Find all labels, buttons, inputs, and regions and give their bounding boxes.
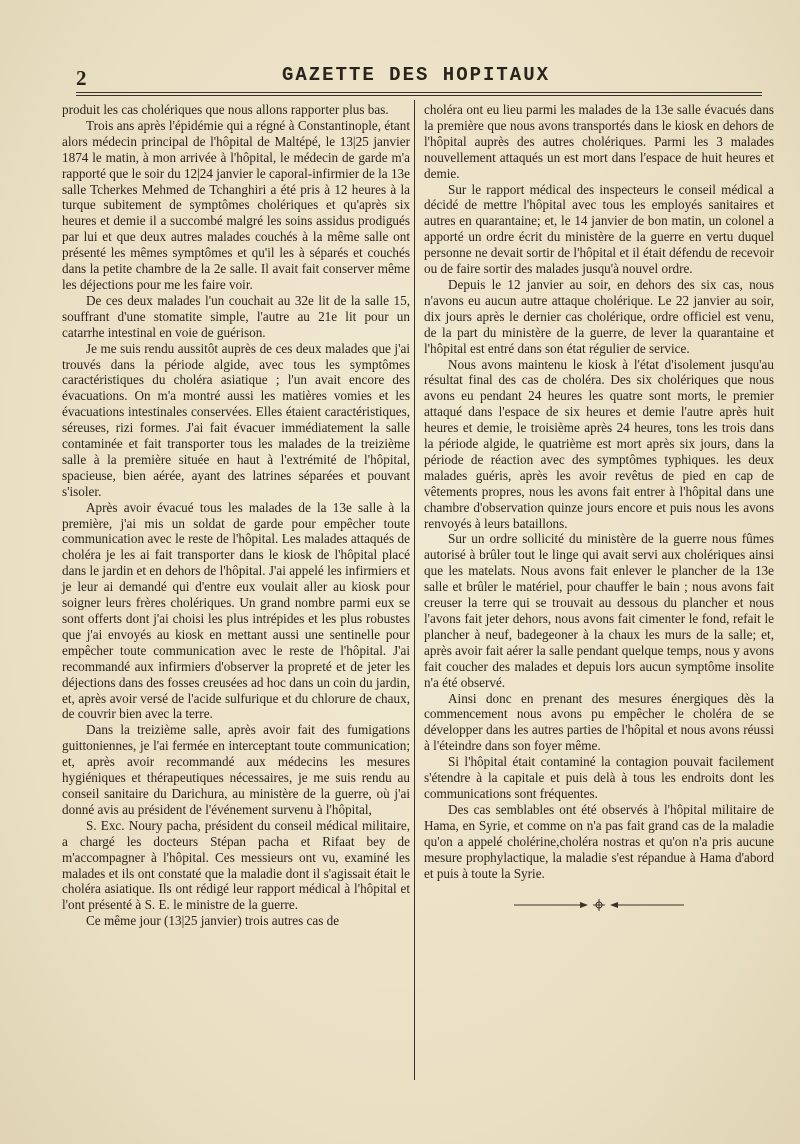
page-header [70,60,762,94]
right-column [424,102,774,911]
paragraph: Sur un ordre sollicité du ministère de la guerre nous fûmes autorisé à brûler tout le linge qui avait servi aux cholériques ainsi que les matelats. Nous avons fait enlever le plancher de la 13e salle et brûler le matériel, pour chauffer le bain ; nous avons fait creuser la terre qui se trouvait au dessous du plancher et nous l'avons fait jeter dehors, nous avons fait cimenter le fond, refait le plancher à neuf, badegeoner à la chaux les murs de la salle; et, après avoir fait aérer la salle pendant quelque temps, nous y avons fait coucher des malades et depuis lors aucun symptôme insolite n'a été observé. [424,531,774,690]
paragraph: produit les cas cholériques que nous allons rapporter plus bas. [62,102,389,117]
paragraph: Dans la treizième salle, après avoir fait des fumigations guittoniennes, je l'ai fermée en interceptant toute communication; et, après avoir recommandé aux médecins les mesures hygiéniques et thérapeutiques nécessaires, je me suis rendu au conseil sanitaire du Darichura, au ministère de la guerre, où j'ai donné avis au président de l'événement survenu à l'hôpital, [62,722,410,817]
paragraph: De ces deux malades l'un couchait au 32e lit de la salle 15, souffrant d'une stomatite simple, l'autre au 21e lit pour un catarrhe intestinal en voie de guérison. [62,292,410,340]
paragraph: Après avoir évacué tous les malades de la 13e salle à la première, j'ai mis un soldat de garde pour empêcher toute communication avec le reste de l'hôpital. Les malades attaqués de choléra je les ai fait transporter dans le kiosk de l'hôpital placé dans le jardin et en dehors de l'hôpital. J'ai appelé les infirmiers et je leur ai demandé qui d'entre eux voulait aller au kiosk pour soigner leurs frères cholériques. Un grand nombre parmi eux se sont offerts dont j'ai choisi les plus intrépides et les plus robustes que j'ai envoyés au kiosk en mettant aussi une sentinelle pour empêcher toute communication avec le reste de l'hôpital. J'ai recommandé aux infirmiers d'observer la propreté et de jeter les déjections dans des fosses creusées ad hoc dans un coin du jardin, et, après avoir versé de l'acide sulfurique et du chlorure de chaux, de couvrir bien avec la terre. [62,499,410,722]
paragraph: Sur le rapport médical des inspecteurs le conseil médical a décidé de mettre l'hôpital avec tous les employés sanitaires et autres en quarantaine; et, le 14 janvier de bon matin, un colonel a apporté un ordre écrit du ministère de la guerre en vertu duquel personne ne devait sortir de l'hôpital et il était défendu de recevoir ou de faire sortir des malades jusqu'à nouvel ordre. [424,181,774,277]
paragraph: Je me suis rendu aussitôt auprès de ces deux malades que j'ai trouvés dans la période algide, avec tous les symptômes caractéristiques du choléra asiatique ; l'un avait encore des évacuations. On m'a montré aussi les matières vomies et les évacuations intestinales conservées. Elles étaient caractéristiques, séreuses, rizi formes. J'ai fait évacuer immédiatement la salle contaminée et fait transporter tous les malades de la treizième salle à la première située en haut à l'extrémité de l'hôpital, spacieuse, bien aérée, ayant des latrines séparées et pouvant s'isoler. [62,340,410,499]
paragraph: Depuis le 12 janvier au soir, en dehors des six cas, nous n'avons eu aucun autre attaque cholérique. Le 22 janvier au soir, dix jours après le dernier cas cholérique, ordre officiel est venu, de la part du ministère de la guerre, de lever la quarantaine et l'hôpital est entré dans son état régulier de service. [424,276,774,356]
gazette-title: GAZETTE DES HOPITAUX [281,64,551,86]
decorative-ornament-icon [514,899,684,911]
paragraph: Ce même jour (13|25 janvier) trois autres cas de [86,913,340,929]
paragraph: Trois ans après l'épidémie qui a régné à Constantinople, étant alors médecin principal de l'hôpital de Maltépé, le 13|25 janvier 1874 le matin, à mon arrivée à l'hôpital, le médecin de garde m'a rapporté que le soir du 12|24 janvier le caporal-infirmier de la 13e salle Tcherkes Mehmed de Tchanghiri a été pris à 12 heures à la turque subitement de symptômes cholériques et qu'après six heures et demie il a succombé malgré les soins assidus prodigués par lui et que deux autres malades couchés à la même salle ont présenté les mêmes symptômes et qu'il les à séparés et couchés dans la petite chambre de la 2e salle. Il avait fait conserver même les déjections pour me les faire voir. [62,117,410,292]
paragraph: Nous avons maintenu le kiosk à l'état d'isolement jusqu'au résultat final des cas de choléra. Des six cholériques que nous avons eu pendant 24 heures les quatre sont morts, le premier attaqué dans l'espace de six heures et demie l'autre après huit heures et demie, le troisième après 24 heures, tons les trois dans la période algide, le quatrième est mort après six jours, dans la période de réaction avec des symptômes typhiques. les deux malades guéris, après les avoir revêtus de pied en cap de vêtements propres, nous les avons fait entrer à l'hôpital dans une chambre d'observation quinze jours encore et puis nous les avons renvoyés à leurs bataillons. [424,356,774,531]
column-divider [414,100,415,1080]
paragraph: Si l'hôpital était contaminé la contagion pouvait facilement s'étendre à la capitale et puis delà à tous les endroits dont les communications sont fréquentes. [424,754,774,801]
paragraph: Ainsi donc en prenant des mesures énergiques dès la commencement nous avons pu empêcher le choléra de se développer dans les autres parties de l'hôpital et nous avons réussi à l'éteindre dans son foyer même. [424,690,774,754]
paragraph: S. Exc. Noury pacha, président du conseil médical militaire, a chargé les docteurs Stépan pacha et Rifaat bey de m'accompagner à l'hôpital. Ces messieurs ont vu, examiné les malades et ils ont constaté que la maladie dont il s'agissait était le choléra asiatique. Ils ont rédigé leur rapport médical à l'hôpital et l'ont présenté à S. E. le ministre de la guerre. [62,817,410,913]
left-column [62,102,410,929]
page-number: 2 [76,66,87,90]
header-rule [76,92,762,96]
paragraph: choléra ont eu lieu parmi les malades de la 13e salle évacués dans la première que nous avons transportés dans le kiosk en dehors de l'hôpital auprès des autres cholériques. Parmi les 3 malades nouvellement attaqués un est mort dans l'espace de huit heures et demie. [424,102,774,181]
paragraph: Des cas semblables ont été observés à l'hôpital militaire de Hama, en Syrie, et comme on n'a pas fait grand cas de la maladie qu'on a appelé cholérine,choléra nostras et qu'on n'a pris aucune mesure prophylactique, la maladie s'est répandue à Hama d'abord et puis à toute la Syrie. [424,801,774,881]
